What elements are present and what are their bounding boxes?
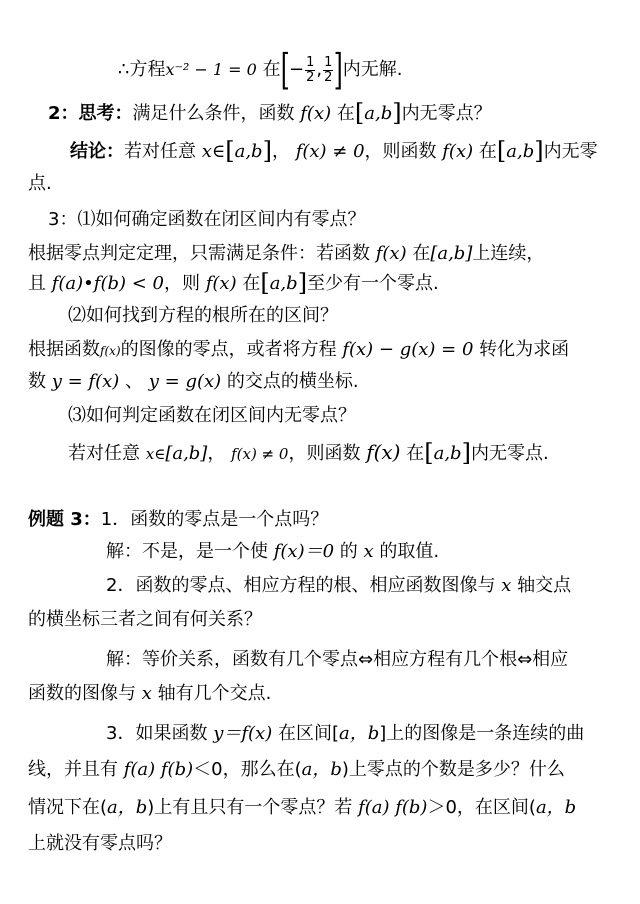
example-3-a2-line1	[106, 648, 568, 672]
q3-line3: 且 f(a)•f(b) < 0，则 f(x) 在[a,b]至少有一个零点.	[28, 269, 439, 297]
ex3-q3b: 在区间[	[277, 723, 339, 744]
ex3-q2b: 轴交点	[517, 575, 572, 596]
q3-l6a: 数	[28, 371, 46, 392]
example-3-q3-line3	[28, 796, 576, 820]
ex3-q3d: 线，并且有	[28, 759, 118, 780]
q3-l2c: 上连续，	[472, 243, 545, 264]
ex3-a1a: 解：不是，是一个使	[106, 541, 268, 562]
ex3-q2c: 的横坐标三者之间有何关系？	[28, 609, 262, 630]
ex3-q3ab: a，b	[338, 723, 380, 744]
concl-comma: ，	[271, 141, 290, 162]
fraction-2	[323, 56, 333, 85]
q3-line5	[28, 338, 569, 363]
q3-l8c: ，则函数	[288, 443, 361, 464]
ex3-q3i: ＞0，在区间(	[427, 797, 536, 818]
ex3-q3e2: f(a) f(b)	[358, 797, 428, 818]
q3-l2fx: f(x)	[375, 243, 407, 264]
ex3-q1-text: 1．函数的零点是一个点吗？	[100, 509, 329, 530]
equation-expr: x⁻² − 1 = 0	[165, 60, 257, 79]
q3-l3fx: f(x)	[205, 273, 237, 294]
ex3-a1x: x	[363, 541, 374, 562]
q3-l8a: 若对任意	[68, 443, 140, 464]
example-3-q3-line4	[28, 832, 172, 856]
q3-l5c: 转化为求函	[479, 339, 570, 360]
in-text: 在	[262, 59, 281, 80]
right-bracket: ]	[334, 45, 344, 94]
q3-l8cond: x∈	[145, 445, 166, 463]
tail-text: 内无解.	[342, 59, 403, 80]
q3-p3-text: ⑶如何判定函数在闭区间内无零点？	[68, 405, 356, 426]
frac1-den: 2	[306, 69, 315, 85]
example-3-q1	[28, 508, 328, 532]
ex3-a2c: 轴有几个交点.	[157, 683, 272, 704]
example-3-label: 例题 3：	[28, 509, 101, 530]
ex3-q3g: 情况下在(	[28, 797, 108, 818]
q3-l6e1: y = f(x)	[51, 371, 120, 392]
concl-fx: f(x)	[442, 141, 474, 162]
ex3-q3e: ＜0，那么在(	[193, 759, 302, 780]
q3-p1-text: 3：⑴如何确定函数在闭区间内有零点？	[48, 209, 366, 230]
q3-l3a: 且	[28, 273, 46, 294]
q2-text2: 在	[336, 103, 355, 124]
q3-part1-heading	[48, 208, 365, 232]
conclusion-wrap	[28, 172, 52, 196]
fraction-1	[305, 56, 315, 85]
q3-l5fx: f(x)	[100, 344, 121, 358]
q3-part3-heading	[68, 404, 356, 428]
q3-l3c: 在	[242, 273, 261, 294]
concl-text3: 在	[478, 141, 497, 162]
q3-p2-text: ⑵如何找到方程的根所在的区间？	[68, 305, 338, 326]
ex3-a2a: 解：等价关系，函数有几个零点⇔相应方程有几个根⇔相应	[106, 649, 569, 670]
frac2-den: 2	[324, 69, 333, 85]
q3-l2a: 根据零点判定定理，只需满足条件：若函数	[28, 243, 370, 264]
ex3-q3ab2: a，b	[301, 759, 342, 780]
q3-l3d: 至少有一个零点.	[307, 273, 439, 294]
q3-l3b: ，则	[164, 273, 200, 294]
ex3-q3k: 上就没有零点吗？	[28, 833, 172, 854]
q3-l8b: ，	[207, 443, 226, 464]
example-3-a2-line2	[28, 682, 271, 706]
example-3-q2-line1	[106, 574, 571, 598]
q3-line8: 若对任意 x∈[a,b]， f(x) ≠ 0，则函数 f(x) 在[a,b]内无零点.	[68, 439, 549, 467]
q3-l6e2: y = g(x)	[148, 371, 222, 392]
q2-interval: a,b	[364, 103, 393, 124]
ex3-q3f: )上零点的个数是多少？什么	[341, 759, 565, 780]
q2-text3: 内无零点？	[401, 103, 492, 124]
q3-l5a: 根据函数	[28, 339, 100, 360]
q3-l8neq: f(x) ≠ 0	[231, 445, 289, 463]
frac1-num: 1	[306, 54, 315, 70]
q3-l2b: 在	[412, 243, 431, 264]
ex3-q3c: ]上的图像是一条连续的曲	[379, 723, 585, 744]
conclusion-label: 结论：	[70, 141, 124, 162]
q3-l3int: a,b	[269, 273, 298, 294]
q3-l5b: 的图像的零点，或者将方程	[120, 339, 337, 360]
q3-l3expr: f(a)•f(b) < 0	[51, 273, 164, 294]
left-bracket: [	[280, 45, 290, 94]
q3-line2	[28, 242, 544, 266]
ex3-q3a: 3．如果函数	[106, 723, 208, 744]
example-3-q3-line2	[28, 758, 565, 782]
concl-text2: ，则函数	[364, 141, 437, 162]
ex3-q3y: y＝f(x)	[213, 723, 273, 744]
ex3-a1b: 的	[339, 541, 358, 562]
example-3-q2-line2	[28, 608, 262, 632]
ex3-a1c: 的取值.	[379, 541, 440, 562]
concl-cond: x∈	[201, 141, 226, 162]
q3-l6b: 、	[125, 371, 144, 392]
q3-l8d: 在	[406, 443, 425, 464]
q2-text1: 满足什么条件，函数	[132, 103, 295, 124]
statement-no-solution: ∴方程x⁻² − 1 = 0 在[− $\frac{1}{2}$ , $\frac{1}{2}$ ]内无解.	[118, 45, 403, 94]
ex3-q2a: 2．函数的零点、相应方程的根、相应函数图像与	[106, 575, 496, 596]
concl-neq: f(x) ≠ 0	[295, 141, 365, 162]
concl-interval: a,b	[234, 141, 263, 162]
q3-l8e: 内无零点.	[470, 443, 549, 464]
ex3-q2x: x	[501, 575, 512, 596]
q3-l8int: [a,b]	[165, 443, 208, 464]
q3-line6	[28, 370, 359, 394]
q3-l6c: 的交点的横坐标.	[226, 371, 359, 392]
question-2-label: 2：思考：	[48, 103, 133, 124]
ex3-q3ab4: a，b	[535, 797, 577, 818]
conclusion: 结论：若对任意 x∈[a,b]， f(x) ≠ 0，则函数 f(x) 在[a,b]内无零	[70, 137, 598, 165]
q2-fx: f(x)	[300, 103, 332, 124]
minus-sign: −	[288, 59, 305, 80]
example-3-a1	[106, 540, 439, 564]
concl-wrap-text: 点.	[28, 173, 52, 194]
q3-l5expr: f(x) − g(x) = 0	[342, 339, 474, 360]
frac2-num: 1	[324, 54, 333, 70]
example-3-q3-line1	[106, 722, 584, 746]
q3-part2-heading	[68, 304, 338, 328]
q3-l2int: [a,b]	[430, 243, 473, 264]
ex3-q3e1: f(a) f(b)	[123, 759, 194, 780]
q3-l8fx: f(x)	[366, 440, 401, 464]
concl-text1: 若对任意	[124, 141, 196, 162]
ex3-q3ab3: a，b	[107, 797, 148, 818]
ex3-q3h: )上有且只有一个零点？若	[147, 797, 353, 818]
concl-interval2: a,b	[506, 141, 535, 162]
ex3-a2b: 函数的图像与	[28, 683, 136, 704]
concl-text4: 内无零	[543, 141, 598, 162]
ex3-a1expr: f(x)＝0	[273, 541, 335, 562]
question-2: 2：思考：满足什么条件，函数 f(x) 在[a,b]内无零点？	[48, 99, 492, 127]
therefore-text: ∴方程	[118, 59, 166, 80]
q3-l8int2: a,b	[433, 443, 462, 464]
ex3-a2x: x	[141, 683, 152, 704]
